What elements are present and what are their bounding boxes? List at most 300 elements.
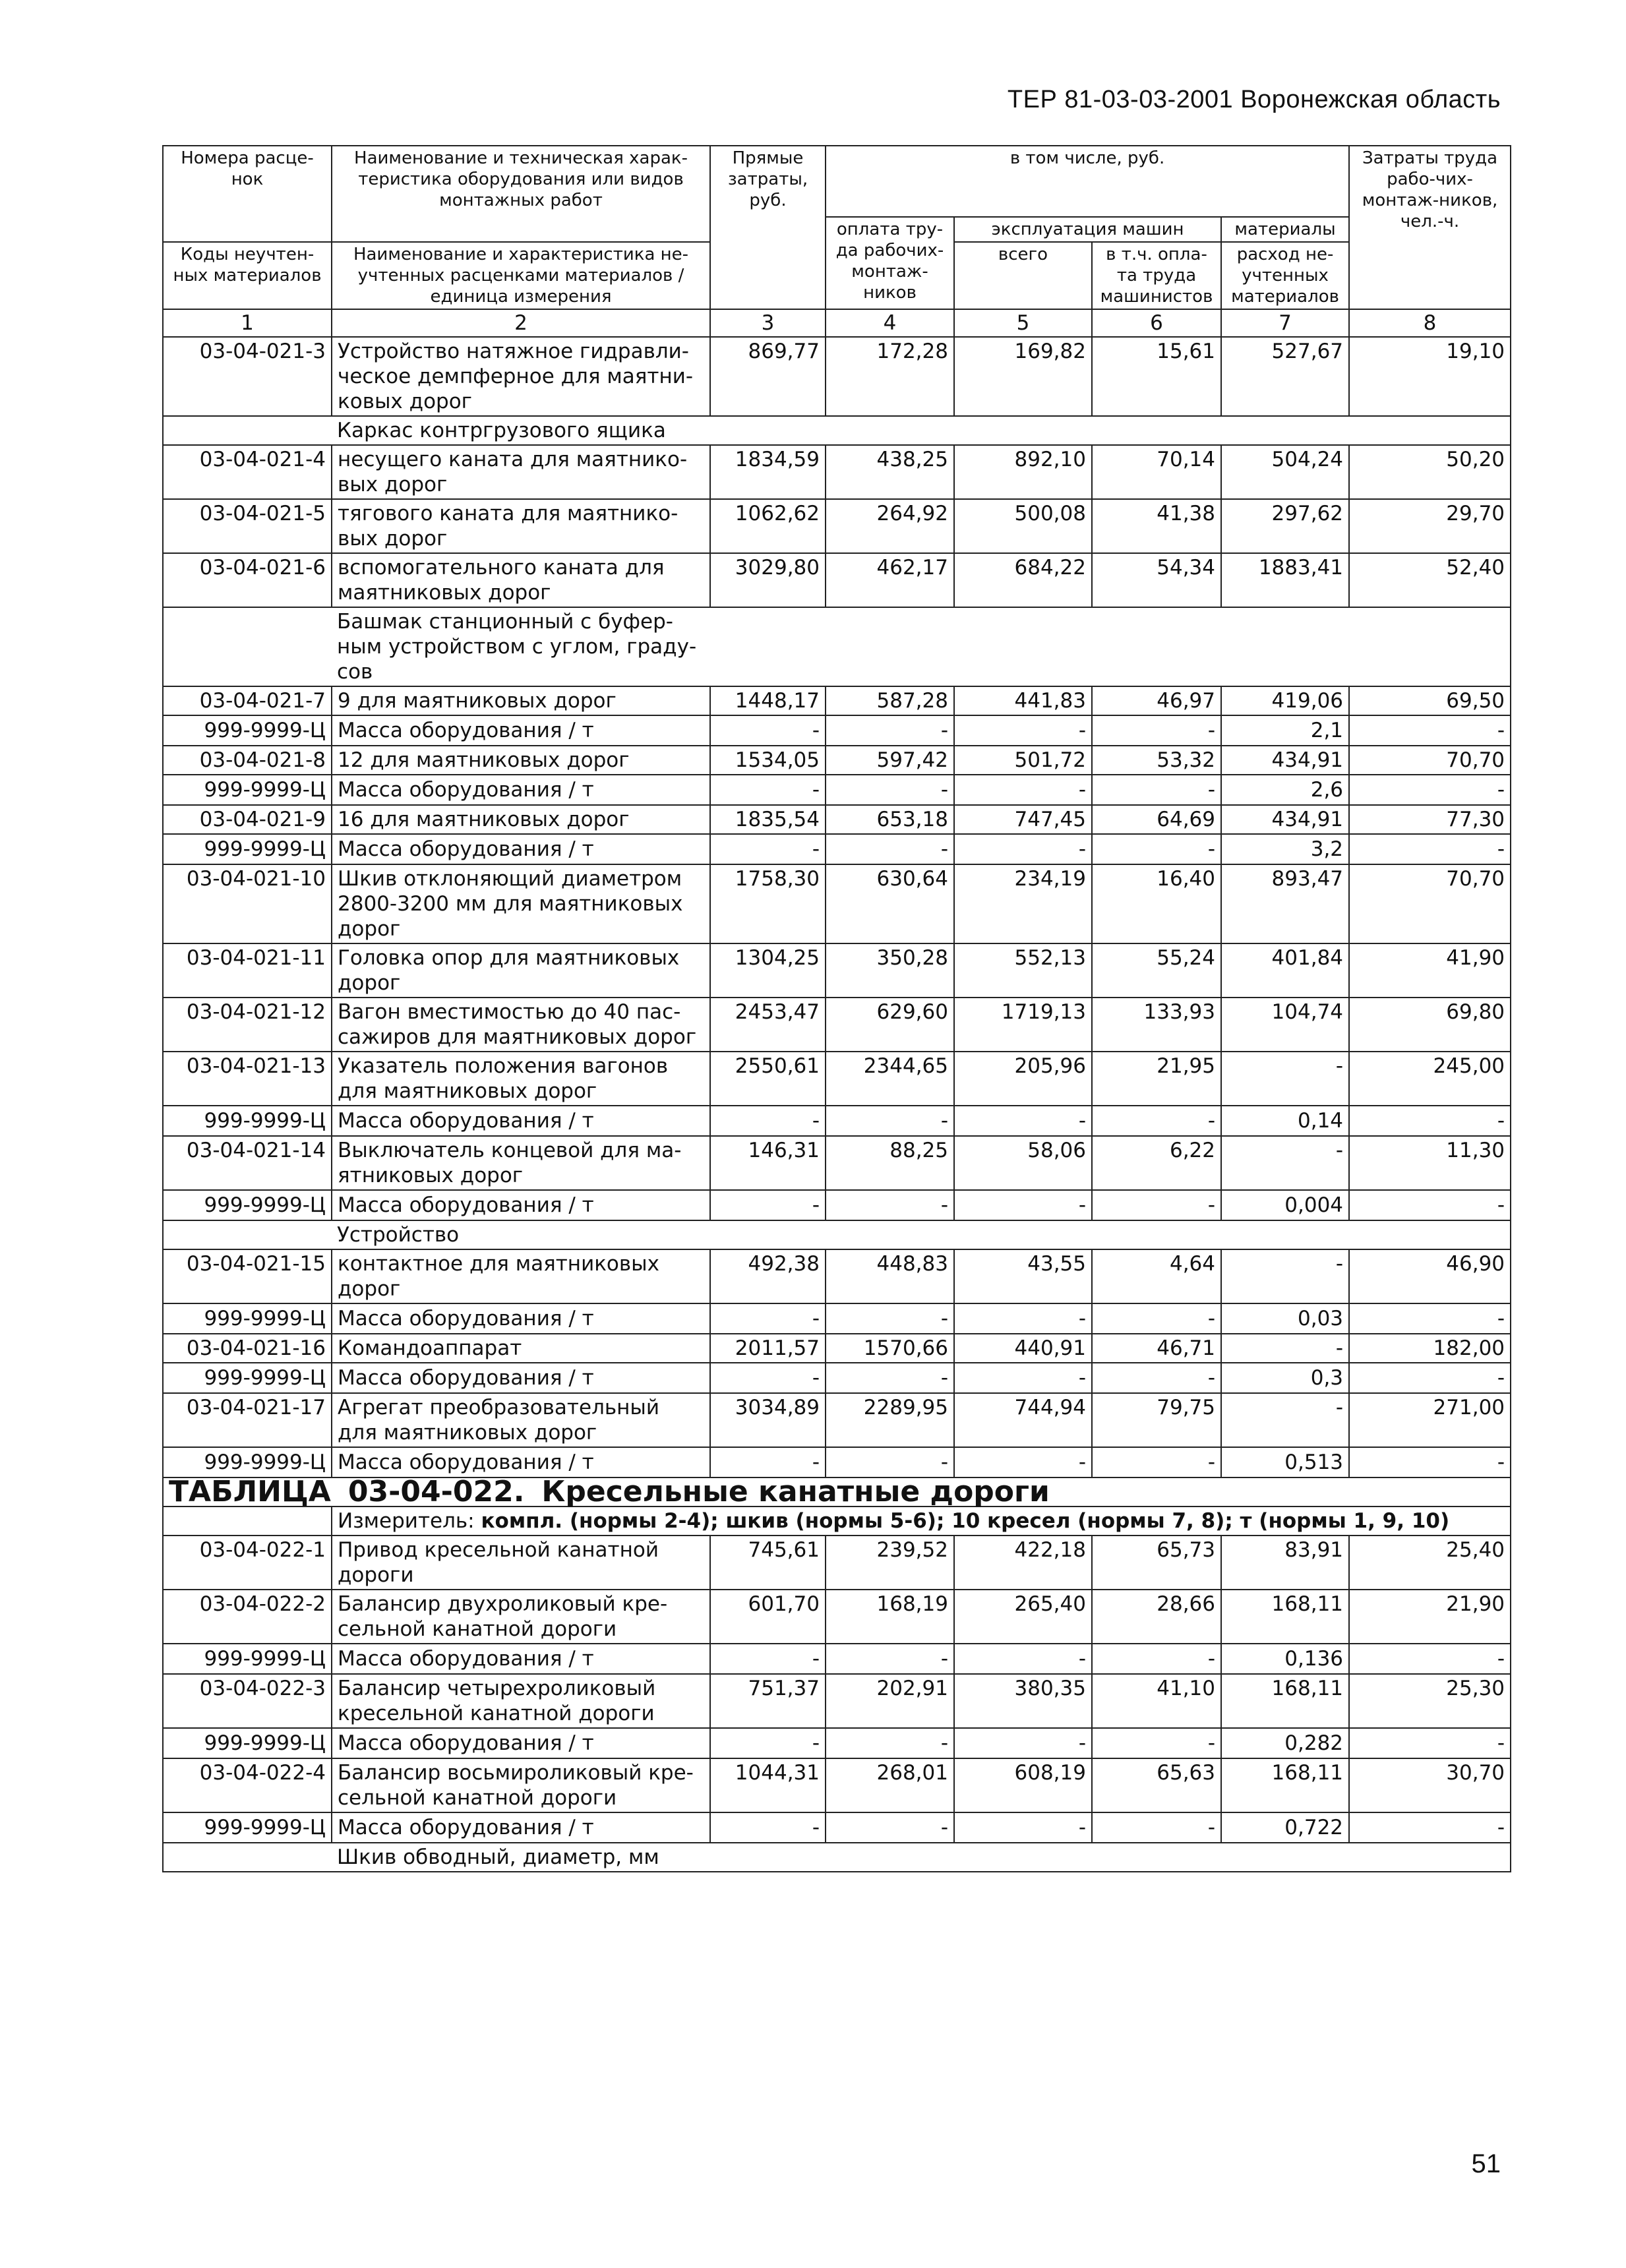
rate-code: 03-04-021-15: [163, 1249, 332, 1303]
labor-hours-value: 25,40: [1349, 1536, 1511, 1590]
document-title: ТЕР 81-03-03-2001 Воронежская область: [1007, 86, 1501, 113]
rate-code: 03-04-022-4: [163, 1758, 332, 1812]
direct-cost-value: -: [710, 1363, 826, 1393]
rate-name: Масса оборудования / т: [332, 1303, 710, 1334]
measure-value: компл. (нормы 2-4); шкив (нормы 5-6); 10 кресел (нормы 7, 8); т (нормы 1, 9, 10): [481, 1509, 1450, 1533]
header-machines: эксплуатация машин: [954, 217, 1221, 242]
materials-value: 104,74: [1221, 998, 1349, 1052]
material-row: [163, 1363, 1511, 1393]
rate-name: Головка опор для маятниковых дорог: [332, 943, 710, 998]
group-pulley: [163, 1843, 1511, 1872]
labor-pay-value: -: [826, 1728, 954, 1758]
direct-cost-value: 869,77: [710, 337, 826, 416]
rate-row: [163, 1136, 1511, 1190]
direct-cost-value: 601,70: [710, 1590, 826, 1644]
rate-name: Командоаппарат: [332, 1334, 710, 1363]
rate-row: [163, 805, 1511, 834]
machines-total-value: -: [954, 775, 1092, 805]
rate-name: Масса оборудования / т: [332, 1447, 710, 1477]
labor-pay-value: 1570,66: [826, 1334, 954, 1363]
table2-number: 03-04-022.: [347, 1475, 525, 1508]
rate-row: [163, 998, 1511, 1052]
materials-value: -: [1221, 1136, 1349, 1190]
labor-hours-value: -: [1349, 1812, 1511, 1843]
header-machines-incl: в т.ч. опла-та труда машинистов: [1092, 242, 1221, 309]
machinist-pay-value: 21,95: [1092, 1052, 1221, 1106]
rate-row: [163, 686, 1511, 715]
direct-cost-value: 1534,05: [710, 746, 826, 775]
materials-value: 893,47: [1221, 864, 1349, 943]
group-shoe: [163, 607, 1511, 686]
direct-cost-value: 2550,61: [710, 1052, 826, 1106]
group-spacer: [163, 1843, 332, 1872]
rates-table: [162, 145, 1511, 1872]
machinist-pay-value: 133,93: [1092, 998, 1221, 1052]
labor-pay-value: -: [826, 1106, 954, 1136]
direct-cost-value: -: [710, 1106, 826, 1136]
materials-value: 0,3: [1221, 1363, 1349, 1393]
column-number: 1: [163, 309, 332, 337]
material-row: [163, 1812, 1511, 1843]
direct-cost-value: 1834,59: [710, 445, 826, 499]
rate-row: [163, 1052, 1511, 1106]
rate-code: 03-04-021-14: [163, 1136, 332, 1190]
labor-hours-value: 245,00: [1349, 1052, 1511, 1106]
group-row: [163, 607, 1511, 686]
column-number: 3: [710, 309, 826, 337]
material-row: [163, 775, 1511, 805]
rates-table-wrapper: [162, 145, 1510, 1872]
machines-total-value: 169,82: [954, 337, 1092, 416]
machines-total-value: 1719,13: [954, 998, 1092, 1052]
labor-hours-value: 46,90: [1349, 1249, 1511, 1303]
header-name-bottom: Наименование и характеристика не-учтенных расценками материалов / единица измерения: [332, 242, 710, 309]
machinist-pay-value: 4,64: [1092, 1249, 1221, 1303]
rate-name: Указатель положения вагонов для маятниковых дорог: [332, 1052, 710, 1106]
labor-hours-value: 30,70: [1349, 1758, 1511, 1812]
labor-pay-value: -: [826, 1363, 954, 1393]
group-spacer: [710, 1220, 1511, 1249]
labor-pay-value: 172,28: [826, 337, 954, 416]
materials-value: 0,513: [1221, 1447, 1349, 1477]
machinist-pay-value: -: [1092, 1644, 1221, 1674]
labor-pay-value: -: [826, 1644, 954, 1674]
table2-measure: [332, 1507, 1511, 1536]
machines-total-value: 234,19: [954, 864, 1092, 943]
rate-name: Масса оборудования / т: [332, 1363, 710, 1393]
machinist-pay-value: -: [1092, 1812, 1221, 1843]
machines-total-value: -: [954, 834, 1092, 864]
direct-cost-value: -: [710, 1728, 826, 1758]
machinist-pay-value: 16,40: [1092, 864, 1221, 943]
group-frame: [163, 416, 1511, 445]
labor-hours-value: 50,20: [1349, 445, 1511, 499]
labor-hours-value: 25,30: [1349, 1674, 1511, 1728]
rate-name: Масса оборудования / т: [332, 715, 710, 746]
group-row: [163, 1843, 1511, 1872]
materials-value: 2,1: [1221, 715, 1349, 746]
materials-value: 0,03: [1221, 1303, 1349, 1334]
machines-total-value: 441,83: [954, 686, 1092, 715]
rate-code: 03-04-021-10: [163, 864, 332, 943]
rate-row: [163, 1674, 1511, 1728]
column-number: 7: [1221, 309, 1349, 337]
materials-value: 0,722: [1221, 1812, 1349, 1843]
machinist-pay-value: 70,14: [1092, 445, 1221, 499]
labor-pay-value: -: [826, 834, 954, 864]
machines-total-value: 892,10: [954, 445, 1092, 499]
labor-pay-value: 2289,95: [826, 1393, 954, 1447]
rate-name: Масса оборудования / т: [332, 775, 710, 805]
labor-pay-value: 88,25: [826, 1136, 954, 1190]
rate-code: 999-9999-Ц: [163, 1812, 332, 1843]
labor-pay-value: 630,64: [826, 864, 954, 943]
machinist-pay-value: -: [1092, 1106, 1221, 1136]
machines-total-value: -: [954, 1447, 1092, 1477]
labor-pay-value: -: [826, 775, 954, 805]
machines-total-value: 58,06: [954, 1136, 1092, 1190]
materials-value: 434,91: [1221, 746, 1349, 775]
machines-total-value: -: [954, 715, 1092, 746]
direct-cost-value: -: [710, 1190, 826, 1220]
table-body-b: [163, 445, 1511, 607]
rate-name: Балансир двухроликовый кре-сельной канатной дороги: [332, 1590, 710, 1644]
material-row: [163, 715, 1511, 746]
labor-hours-value: -: [1349, 1190, 1511, 1220]
material-row: [163, 1303, 1511, 1334]
machinist-pay-value: 46,71: [1092, 1334, 1221, 1363]
rate-name: 9 для маятниковых дорог: [332, 686, 710, 715]
machinist-pay-value: -: [1092, 1447, 1221, 1477]
material-row: [163, 1190, 1511, 1220]
rate-name: Масса оборудования / т: [332, 1644, 710, 1674]
rate-code: 03-04-021-16: [163, 1334, 332, 1363]
group-title: Устройство: [332, 1220, 710, 1249]
group-row: [163, 1220, 1511, 1249]
column-number: 2: [332, 309, 710, 337]
machines-total-value: 684,22: [954, 553, 1092, 607]
material-row: [163, 1644, 1511, 1674]
rate-name: тягового каната для маятнико-вых дорог: [332, 499, 710, 553]
column-number: 8: [1349, 309, 1511, 337]
labor-pay-value: -: [826, 1447, 954, 1477]
direct-cost-value: 1835,54: [710, 805, 826, 834]
rate-code: 03-04-022-1: [163, 1536, 332, 1590]
table-body-d: [163, 1249, 1511, 1477]
machines-total-value: 205,96: [954, 1052, 1092, 1106]
labor-hours-value: -: [1349, 1644, 1511, 1674]
group-spacer: [710, 416, 1511, 445]
machinist-pay-value: -: [1092, 1363, 1221, 1393]
direct-cost-value: 1758,30: [710, 864, 826, 943]
group-spacer: [163, 607, 332, 686]
group-spacer: [163, 1220, 332, 1249]
rate-code: 999-9999-Ц: [163, 1644, 332, 1674]
labor-pay-value: 448,83: [826, 1249, 954, 1303]
measure-label: Измеритель:: [338, 1509, 481, 1533]
rate-name: 12 для маятниковых дорог: [332, 746, 710, 775]
group-spacer: [710, 1843, 1511, 1872]
header-direct-costs: Прямые затраты, руб.: [710, 146, 826, 309]
machinist-pay-value: -: [1092, 1728, 1221, 1758]
machinist-pay-value: -: [1092, 1303, 1221, 1334]
rate-code: 999-9999-Ц: [163, 834, 332, 864]
direct-cost-value: -: [710, 1644, 826, 1674]
rate-name: 16 для маятниковых дорог: [332, 805, 710, 834]
rate-code: 999-9999-Ц: [163, 1106, 332, 1136]
materials-value: 0,004: [1221, 1190, 1349, 1220]
direct-cost-value: -: [710, 715, 826, 746]
machines-total-value: 265,40: [954, 1590, 1092, 1644]
labor-pay-value: -: [826, 1303, 954, 1334]
materials-value: -: [1221, 1334, 1349, 1363]
machines-total-value: 380,35: [954, 1674, 1092, 1728]
machinist-pay-value: 53,32: [1092, 746, 1221, 775]
labor-pay-value: 202,91: [826, 1674, 954, 1728]
machines-total-value: 501,72: [954, 746, 1092, 775]
machinist-pay-value: 65,73: [1092, 1536, 1221, 1590]
rate-code: 999-9999-Ц: [163, 1363, 332, 1393]
labor-pay-value: 438,25: [826, 445, 954, 499]
rate-name: несущего каната для маятнико-вых дорог: [332, 445, 710, 499]
rate-name: вспомогательного каната для маятниковых дорог: [332, 553, 710, 607]
materials-value: 401,84: [1221, 943, 1349, 998]
direct-cost-value: 751,37: [710, 1674, 826, 1728]
rate-name: Масса оборудования / т: [332, 1106, 710, 1136]
column-number: 5: [954, 309, 1092, 337]
table-body-a: [163, 337, 1511, 416]
rate-name: Выключатель концевой для ма-ятниковых дорог: [332, 1136, 710, 1190]
machinist-pay-value: 55,24: [1092, 943, 1221, 998]
rate-code: 03-04-021-11: [163, 943, 332, 998]
page-number: 51: [1471, 2149, 1501, 2178]
rate-name: Масса оборудования / т: [332, 834, 710, 864]
labor-hours-value: 11,30: [1349, 1136, 1511, 1190]
material-row: [163, 1106, 1511, 1136]
rate-code: 999-9999-Ц: [163, 1728, 332, 1758]
rate-row: [163, 1393, 1511, 1447]
machinist-pay-value: 65,63: [1092, 1758, 1221, 1812]
direct-cost-value: 1044,31: [710, 1758, 826, 1812]
rate-name: Балансир четырехроликовый кресельной канатной дороги: [332, 1674, 710, 1728]
machines-total-value: -: [954, 1812, 1092, 1843]
labor-hours-value: 69,50: [1349, 686, 1511, 715]
rate-code: 03-04-021-13: [163, 1052, 332, 1106]
materials-value: 419,06: [1221, 686, 1349, 715]
machinist-pay-value: 64,69: [1092, 805, 1221, 834]
direct-cost-value: 2011,57: [710, 1334, 826, 1363]
labor-hours-value: -: [1349, 834, 1511, 864]
rate-code: 999-9999-Ц: [163, 715, 332, 746]
table2-heading: [163, 1477, 1511, 1536]
rate-code: 999-9999-Ц: [163, 1447, 332, 1477]
materials-value: 168,11: [1221, 1758, 1349, 1812]
materials-value: 504,24: [1221, 445, 1349, 499]
labor-pay-value: -: [826, 1190, 954, 1220]
labor-pay-value: 350,28: [826, 943, 954, 998]
labor-hours-value: 77,30: [1349, 805, 1511, 834]
labor-hours-value: -: [1349, 1303, 1511, 1334]
labor-pay-value: 264,92: [826, 499, 954, 553]
machinist-pay-value: -: [1092, 715, 1221, 746]
labor-hours-value: -: [1349, 1106, 1511, 1136]
rate-name: контактное для маятниковых дорог: [332, 1249, 710, 1303]
direct-cost-value: -: [710, 1812, 826, 1843]
machinist-pay-value: 79,75: [1092, 1393, 1221, 1447]
header-machines-total: всего: [954, 242, 1092, 309]
material-row: [163, 834, 1511, 864]
rate-row: [163, 943, 1511, 998]
machinist-pay-value: 46,97: [1092, 686, 1221, 715]
rate-code: 03-04-022-3: [163, 1674, 332, 1728]
direct-cost-value: 492,38: [710, 1249, 826, 1303]
labor-hours-value: -: [1349, 715, 1511, 746]
machinist-pay-value: 28,66: [1092, 1590, 1221, 1644]
direct-cost-value: -: [710, 1447, 826, 1477]
machines-total-value: -: [954, 1728, 1092, 1758]
machinist-pay-value: 41,38: [1092, 499, 1221, 553]
labor-hours-value: 182,00: [1349, 1334, 1511, 1363]
rate-row: [163, 746, 1511, 775]
table-body-e: [163, 1536, 1511, 1843]
group-spacer: [710, 607, 1511, 686]
rate-name: Масса оборудования / т: [332, 1812, 710, 1843]
rate-row: [163, 1334, 1511, 1363]
labor-pay-value: -: [826, 715, 954, 746]
materials-value: 168,11: [1221, 1674, 1349, 1728]
materials-value: -: [1221, 1249, 1349, 1303]
rate-name: Балансир восьмироликовый кре-сельной канатной дороги: [332, 1758, 710, 1812]
materials-value: 0,282: [1221, 1728, 1349, 1758]
rate-code: 03-04-021-6: [163, 553, 332, 607]
machinist-pay-value: 6,22: [1092, 1136, 1221, 1190]
direct-cost-value: 1304,25: [710, 943, 826, 998]
table2-title: Кресельные канатные дороги: [541, 1475, 1050, 1508]
rate-code: 03-04-022-2: [163, 1590, 332, 1644]
machines-total-value: 552,13: [954, 943, 1092, 998]
group-title: Шкив обводный, диаметр, мм: [332, 1843, 710, 1872]
group-device: [163, 1220, 1511, 1249]
machinist-pay-value: -: [1092, 775, 1221, 805]
machines-total-value: -: [954, 1190, 1092, 1220]
rate-name: Агрегат преобразовательный для маятниковых дорог: [332, 1393, 710, 1447]
rate-name: Привод кресельной канатной дороги: [332, 1536, 710, 1590]
labor-pay-value: 462,17: [826, 553, 954, 607]
direct-cost-value: 3029,80: [710, 553, 826, 607]
rate-code: 03-04-021-4: [163, 445, 332, 499]
rate-row: [163, 864, 1511, 943]
labor-hours-value: 70,70: [1349, 746, 1511, 775]
labor-pay-value: -: [826, 1812, 954, 1843]
header-materials-sub: расход не-учтенных материалов: [1221, 242, 1349, 309]
rate-row: [163, 499, 1511, 553]
machinist-pay-value: -: [1092, 1190, 1221, 1220]
materials-value: 0,14: [1221, 1106, 1349, 1136]
machines-total-value: -: [954, 1303, 1092, 1334]
rate-code: 03-04-021-5: [163, 499, 332, 553]
machinist-pay-value: 41,10: [1092, 1674, 1221, 1728]
direct-cost-value: 146,31: [710, 1136, 826, 1190]
labor-pay-value: 168,19: [826, 1590, 954, 1644]
labor-hours-value: -: [1349, 775, 1511, 805]
direct-cost-value: -: [710, 775, 826, 805]
materials-value: 3,2: [1221, 834, 1349, 864]
column-numbers: [163, 309, 1511, 337]
machinist-pay-value: -: [1092, 834, 1221, 864]
labor-pay-value: 2344,65: [826, 1052, 954, 1106]
labor-pay-value: 597,42: [826, 746, 954, 775]
labor-hours-value: 19,10: [1349, 337, 1511, 416]
rate-code: 03-04-021-17: [163, 1393, 332, 1447]
direct-cost-value: 2453,47: [710, 998, 826, 1052]
materials-value: 0,136: [1221, 1644, 1349, 1674]
direct-cost-value: 1448,17: [710, 686, 826, 715]
machines-total-value: -: [954, 1363, 1092, 1393]
materials-value: 1883,41: [1221, 553, 1349, 607]
labor-hours-value: 41,90: [1349, 943, 1511, 998]
materials-value: 168,11: [1221, 1590, 1349, 1644]
rate-name: Масса оборудования / т: [332, 1190, 710, 1220]
machines-total-value: 440,91: [954, 1334, 1092, 1363]
labor-pay-value: 653,18: [826, 805, 954, 834]
rate-code: 03-04-021-7: [163, 686, 332, 715]
material-row: [163, 1447, 1511, 1477]
rate-row: [163, 1536, 1511, 1590]
rate-name: Шкив отклоняющий диаметром 2800-3200 мм для маятниковых дорог: [332, 864, 710, 943]
machines-total-value: 744,94: [954, 1393, 1092, 1447]
group-row: [163, 416, 1511, 445]
column-number: 4: [826, 309, 954, 337]
machines-total-value: 747,45: [954, 805, 1092, 834]
machinist-pay-value: 15,61: [1092, 337, 1221, 416]
machines-total-value: 608,19: [954, 1758, 1092, 1812]
rate-code: 03-04-021-12: [163, 998, 332, 1052]
materials-value: 83,91: [1221, 1536, 1349, 1590]
materials-value: 527,67: [1221, 337, 1349, 416]
group-spacer: [163, 416, 332, 445]
labor-hours-value: 271,00: [1349, 1393, 1511, 1447]
direct-cost-value: 1062,62: [710, 499, 826, 553]
labor-pay-value: 629,60: [826, 998, 954, 1052]
rate-row: [163, 553, 1511, 607]
rate-code: 03-04-021-9: [163, 805, 332, 834]
machines-total-value: 422,18: [954, 1536, 1092, 1590]
rate-row: [163, 445, 1511, 499]
rate-name: Масса оборудования / т: [332, 1728, 710, 1758]
header-code-bottom: Коды неучтен-ных материалов: [163, 242, 332, 309]
column-number: 6: [1092, 309, 1221, 337]
materials-value: 434,91: [1221, 805, 1349, 834]
labor-hours-value: 21,90: [1349, 1590, 1511, 1644]
rate-code: 999-9999-Ц: [163, 1303, 332, 1334]
table-body-c: [163, 686, 1511, 1220]
header-materials: материалы: [1221, 217, 1349, 242]
rate-row: [163, 337, 1511, 416]
labor-hours-value: -: [1349, 1728, 1511, 1758]
rate-code: 999-9999-Ц: [163, 1190, 332, 1220]
table-header: [163, 146, 1511, 309]
machines-total-value: -: [954, 1106, 1092, 1136]
direct-cost-value: -: [710, 834, 826, 864]
table2-label: ТАБЛИЦА: [169, 1475, 331, 1508]
rate-code: 03-04-021-3: [163, 337, 332, 416]
machines-total-value: 43,55: [954, 1249, 1092, 1303]
labor-hours-value: 52,40: [1349, 553, 1511, 607]
labor-pay-value: 239,52: [826, 1536, 954, 1590]
group-title: Башмак станционный с буфер-ным устройством с углом, граду-сов: [332, 607, 710, 686]
rate-code: 999-9999-Ц: [163, 775, 332, 805]
rate-row: [163, 1249, 1511, 1303]
